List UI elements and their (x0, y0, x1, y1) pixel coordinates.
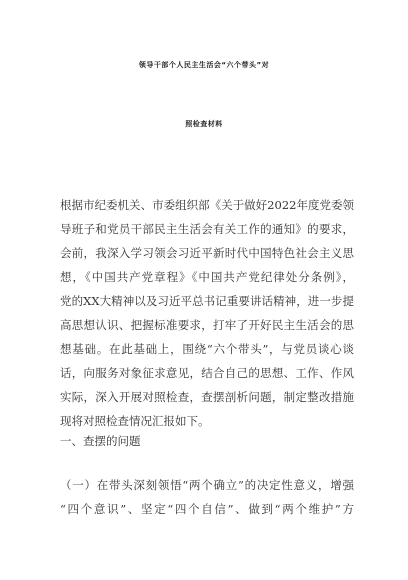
paragraph-line: 现将对照检查情况汇报如下。 (60, 414, 210, 428)
paragraph-line: 话，向服务对象征求意见，结合自己的思想、工作、作风 (60, 366, 354, 380)
paragraph-line: 会前，我深入学习领会习近平新时代中国特色社会主义思 (60, 246, 354, 260)
paragraph-line: 高思想认识、把握标准要求，打牢了开好民主生活会的思 (60, 318, 354, 332)
paragraph-line: 党的XX大精神以及习近平总书记重要讲话精神，进一步提 (60, 294, 354, 308)
paragraph-line: 想基础。在此基础上，围绕“六个带头”，与党员谈心谈 (60, 342, 354, 356)
section-heading: 一、查摆的问题 (60, 434, 141, 448)
document-title-line-1: 领导干部个人民主生活会“六个带头”对 (138, 61, 270, 69)
paragraph-line: 根据市纪委机关、市委组织部《关于做好2022年度党委领 (60, 198, 354, 212)
paragraph-line: （一）在带头深刻领悟“两个确立”的决定性意义，增强 (60, 478, 354, 492)
paragraph-line: 实际，深入开展对照检查，查摆剖析问题，制定整改措施 (60, 390, 354, 404)
paragraph-line: 想，《中国共产党章程》《中国共产党纪律处分条例》， (60, 270, 354, 284)
paragraph-line: “四个意识”、坚定“四个自信”、做到“两个维护”方 (60, 502, 354, 516)
paragraph-line: 导班子和党员干部民主生活会有关工作的通知》的要求， (60, 222, 354, 236)
document-title-line-2: 照检查材料 (185, 120, 223, 128)
